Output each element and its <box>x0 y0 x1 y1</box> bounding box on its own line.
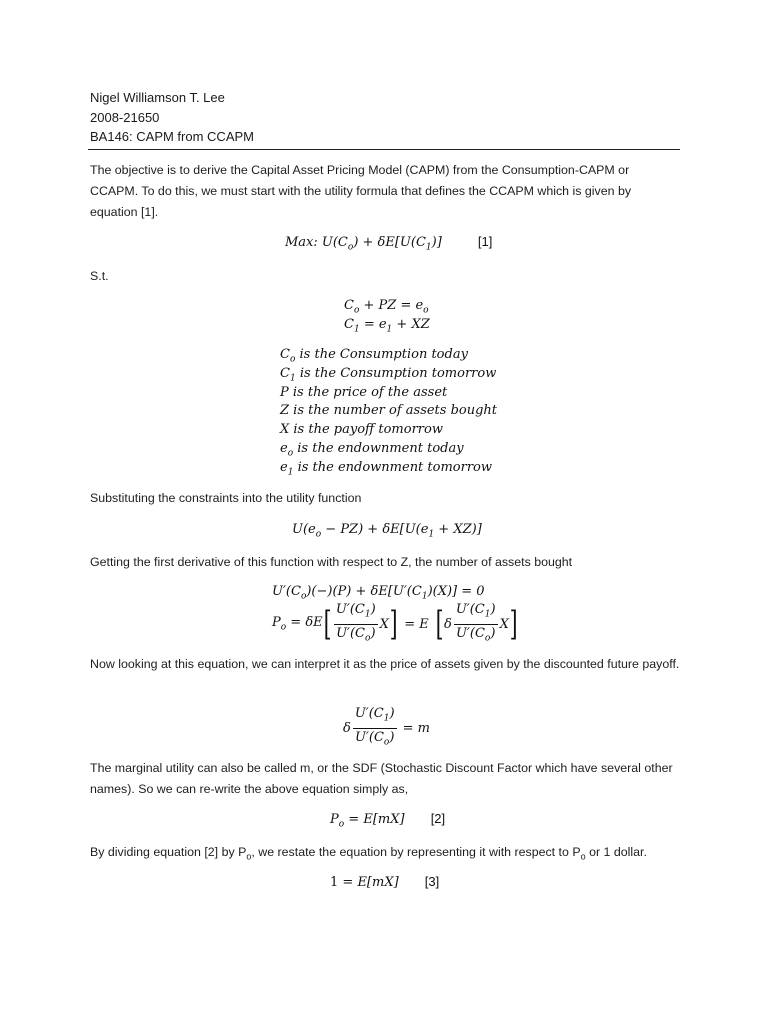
equation-1: Max: $U(C_o) + \delta E[U(C_1)]$ [1] <box>285 234 493 253</box>
header-divider <box>88 149 680 150</box>
definition-item: $e_o$ is the endownment today <box>280 440 464 459</box>
equation-3: 1 = E[mX] [3] <box>330 874 440 890</box>
intro-paragraph: The objective is to derive the Capital Asset Pricing Model (CAPM) from the Consumption-CAPM or CCAPM. To do this, we must start with the utility formula that defines the CCAPM which is given by equation [1]. <box>90 163 632 219</box>
definition-item: P is the price of the asset <box>280 384 448 400</box>
interpretation-text: Now looking at this equation, we can interpret it as the price of assets given by the discounted future payoff. <box>90 657 680 671</box>
equation-3-label: [3] <box>424 874 440 889</box>
variable-definitions <box>280 346 497 478</box>
sdf-equation: δ $\frac{U'(C_1)}{U'(C_o)}$ = m <box>343 706 430 748</box>
document-header <box>90 88 254 147</box>
author-name: Nigel Williamson T. Lee <box>90 90 225 105</box>
constraint-2: $C_1 = e_1$ + XZ <box>344 317 430 335</box>
equation-1-label: [1] <box>477 234 493 249</box>
course-title: BA146: CAPM from CCAPM <box>90 129 254 144</box>
definition-item: $e_1$ is the endownment tomorrow <box>280 459 493 478</box>
substituted-utility-equation: $U(e_o - PZ) + \delta E[U(e_1 + XZ)]$ <box>292 522 482 540</box>
definition-item: Z is the number of assets bought <box>280 403 498 419</box>
definition-item: X is the payoff tomorrow <box>280 422 443 438</box>
dividing-text: By dividing equation [2] by $P_o$, we restate the equation by representing it with respect to $P_o$ or 1 dollar. <box>90 845 647 862</box>
equation-2-label: [2] <box>430 811 446 826</box>
sdf-explanation-text: The marginal utility can also be called m, or the SDF (Stochastic Discount Factor which have several other names). So we can re-write the above equation simply as, <box>90 761 673 796</box>
price-equation: $P_o = \delta E$ [ $\frac{U'(C_1)}{U'(C_o)}$ X ] = E [ δ $\frac{U'(C_1)}{U'(C_o)}$ X ] <box>272 602 518 645</box>
definition-item: $C_o$ is the Consumption today <box>280 347 468 365</box>
definition-item: $C_1$ is the Consumption tomorrow <box>280 365 497 384</box>
derivative-text: Getting the first derivative of this function with respect to Z, the number of assets bought <box>90 555 573 569</box>
first-order-condition: $U'(C_o)(-)(P) + \delta E[U'(C_1)(X)] = 0$ <box>272 584 485 602</box>
constraint-1: $C_o$ + PZ = $e_o$ <box>344 298 429 316</box>
substitution-text: Substituting the constraints into the utility function <box>90 491 362 505</box>
subject-to-text: S.t. <box>90 269 109 283</box>
student-id: 2008-21650 <box>90 109 160 125</box>
equation-2: $P_o = E[mX]$ [2] <box>330 811 446 830</box>
